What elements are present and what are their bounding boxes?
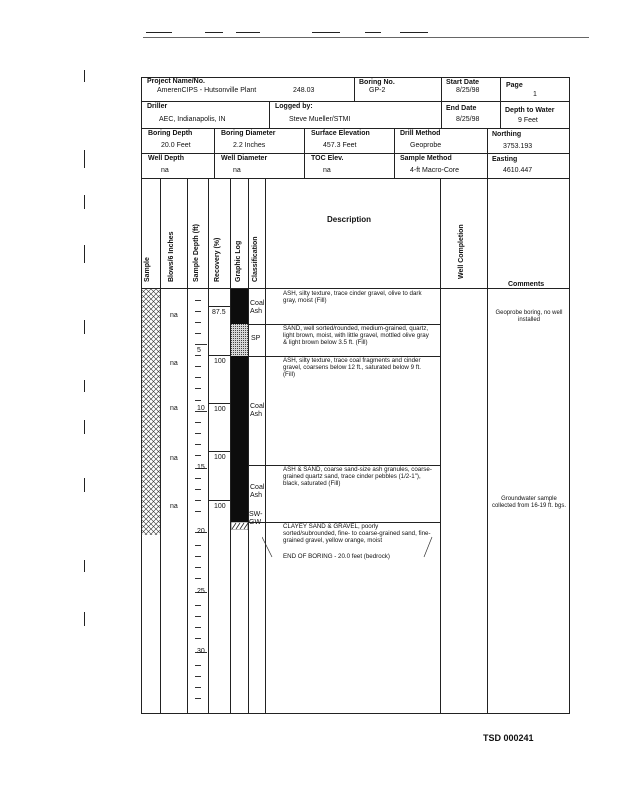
graphic-log-clayey-sand-gravel xyxy=(231,522,248,530)
well-diameter-value: na xyxy=(233,167,241,174)
header-row-line xyxy=(141,178,570,179)
boring-depth-value: 20.0 Feet xyxy=(161,142,191,149)
classification-value: Coal Ash xyxy=(250,484,265,499)
classification-value: Coal Ash xyxy=(250,403,265,418)
boring-no-label: Boring No. xyxy=(359,79,395,86)
project-label: Project Name/No. xyxy=(147,78,205,85)
boring-diameter-value: 2.2 Inches xyxy=(233,142,266,149)
well-depth-value: na xyxy=(161,167,169,174)
binder-mark xyxy=(84,612,85,626)
page-label: Page xyxy=(506,82,523,89)
boring-diameter-label: Boring Diameter xyxy=(221,130,276,137)
header-row-line xyxy=(141,153,570,154)
top-mark xyxy=(400,32,428,33)
depth-to-water-value: 9 Feet xyxy=(518,117,538,124)
graphic-log-coal-ash xyxy=(231,356,248,522)
col-divider xyxy=(440,178,441,714)
northing-value: 3753.193 xyxy=(503,143,533,150)
well-depth-label: Well Depth xyxy=(148,155,185,162)
header-divider xyxy=(269,101,270,128)
header-divider xyxy=(487,128,488,178)
binder-mark xyxy=(84,380,85,392)
recovery-value: 87.5 xyxy=(212,309,226,316)
graphic-log-sand xyxy=(231,324,248,356)
description-text: ASH, silty texture, trace cinder gravel, olive to dark gray, moist (Fill) xyxy=(283,290,422,304)
depth-label: 30 xyxy=(197,648,205,655)
description-text: CLAYEY SAND & GRAVEL, poorly sorted/subrounded, fine- to coarse-grained sand, fine-grained gravel, yellow orange, moist xyxy=(283,523,431,544)
page-value: 1 xyxy=(533,91,537,98)
document-id: TSD 000241 xyxy=(483,733,534,743)
logged-by-label: Logged by: xyxy=(275,103,313,110)
easting-label: Easting xyxy=(492,156,518,163)
sample-method-label: Sample Method xyxy=(400,155,452,162)
start-date-label: Start Date xyxy=(446,79,480,86)
well-diameter-label: Well Diameter xyxy=(221,155,268,162)
col-header-sample-depth: Sample Depth (ft) xyxy=(193,224,200,282)
drill-method-value: Geoprobe xyxy=(410,142,442,149)
blows-value: na xyxy=(170,405,178,412)
classification-value: Coal Ash xyxy=(250,300,265,315)
sample-method-value: 4-ft Macro-Core xyxy=(410,167,460,174)
col-divider xyxy=(187,178,188,714)
col-divider xyxy=(208,178,209,714)
blows-value: na xyxy=(170,360,178,367)
recovery-value: 100 xyxy=(214,406,226,413)
comment-text: Groundwater sample collected from 16-19 ft. bgs. xyxy=(491,496,567,509)
end-date-label: End Date xyxy=(446,105,477,112)
binder-mark xyxy=(84,195,85,209)
northing-label: Northing xyxy=(492,131,522,138)
drill-method-label: Drill Method xyxy=(400,130,441,137)
col-header-classification: Classification xyxy=(252,236,259,282)
easting-value: 4610.447 xyxy=(503,167,533,174)
toc-elevation-value: na xyxy=(323,167,331,174)
header-divider xyxy=(500,77,501,128)
logged-by-value: Steve Mueller/STMI xyxy=(289,116,351,123)
col-divider xyxy=(265,178,266,714)
header-row-line xyxy=(141,101,570,102)
binder-mark xyxy=(84,245,85,263)
col-header-graphic-log: Graphic Log xyxy=(235,240,242,282)
binder-mark xyxy=(84,320,85,334)
sample-hatch xyxy=(141,289,160,535)
end-date-value: 8/25/98 xyxy=(456,116,480,123)
recovery-value: 100 xyxy=(214,358,226,365)
surface-elevation-value: 457.3 Feet xyxy=(323,142,357,149)
col-header-blows: Blows/6 Inches xyxy=(168,231,175,282)
depth-label: 5 xyxy=(197,347,201,354)
driller-label: Driller xyxy=(147,103,168,110)
classification-value: SW- xyxy=(249,511,263,518)
col-header-comments: Comments xyxy=(508,281,545,288)
top-mark xyxy=(205,32,223,33)
depth-to-water-label: Depth to Water xyxy=(505,107,555,114)
column-header-line xyxy=(141,288,570,289)
col-header-sample: Sample xyxy=(144,257,151,282)
start-date-value: 8/25/98 xyxy=(456,87,480,94)
top-rule xyxy=(143,37,589,38)
depth-label: 25 xyxy=(197,588,205,595)
description-text: ASH & SAND, coarse sand-size ash granules, coarse-grained quartz sand, trace cinder pebbles (1/2-1"), black, saturated (Fill) xyxy=(283,466,432,487)
top-mark xyxy=(236,32,260,33)
col-header-well-completion: Well Completion xyxy=(458,224,465,279)
col-header-recovery: Recovery (%) xyxy=(214,237,221,282)
col-divider xyxy=(160,178,161,714)
blows-value: na xyxy=(170,503,178,510)
description-text: SAND, well sorted/rounded, medium-grained, quartz, light brown, moist, with little gravel, mottled olive gray & light brown below 3.5 ft. (Fill) xyxy=(283,325,429,346)
binder-mark xyxy=(84,420,85,434)
header-divider xyxy=(441,77,442,128)
recovery-value: 100 xyxy=(214,503,226,510)
top-mark xyxy=(146,32,172,33)
binder-mark xyxy=(84,150,85,168)
depth-label: 20 xyxy=(197,528,205,535)
header-divider xyxy=(304,128,305,178)
binder-mark xyxy=(84,70,85,82)
binder-mark xyxy=(84,478,85,492)
driller-value: AEC, Indianapolis, IN xyxy=(159,116,226,123)
graphic-log-coal-ash xyxy=(231,289,248,324)
comment-text: Geoprobe boring, no well installed xyxy=(495,310,563,323)
binder-mark xyxy=(84,560,85,572)
description-text: ASH, silty texture, trace coal fragments and cinder gravel, coarsens below 12 ft., saturated below 9 ft. (Fill) xyxy=(283,357,421,378)
toc-elevation-label: TOC Elev. xyxy=(311,155,344,162)
project-number: 248.03 xyxy=(293,87,315,94)
bracket-lines xyxy=(262,535,437,565)
end-of-boring-text: END OF BORING - 20.0 feet (bedrock) xyxy=(283,553,390,560)
recovery-value: 100 xyxy=(214,454,226,461)
top-mark xyxy=(312,32,340,33)
blows-value: na xyxy=(170,312,178,319)
depth-label: 15 xyxy=(197,464,205,471)
header-row-line xyxy=(141,128,570,129)
col-divider xyxy=(248,178,249,714)
depth-label: 10 xyxy=(197,405,205,412)
header-divider xyxy=(394,128,395,178)
boring-depth-label: Boring Depth xyxy=(148,130,193,137)
blows-value: na xyxy=(170,455,178,462)
header-divider xyxy=(214,128,215,178)
top-mark xyxy=(365,32,381,33)
classification-value: SP xyxy=(251,335,261,342)
project-value: AmerenCIPS - Hutsonville Plant xyxy=(157,87,257,94)
col-divider xyxy=(487,178,488,714)
col-header-description: Description xyxy=(327,215,372,224)
header-divider xyxy=(354,77,355,101)
boring-no-value: GP-2 xyxy=(369,87,386,94)
surface-elevation-label: Surface Elevation xyxy=(311,130,370,137)
